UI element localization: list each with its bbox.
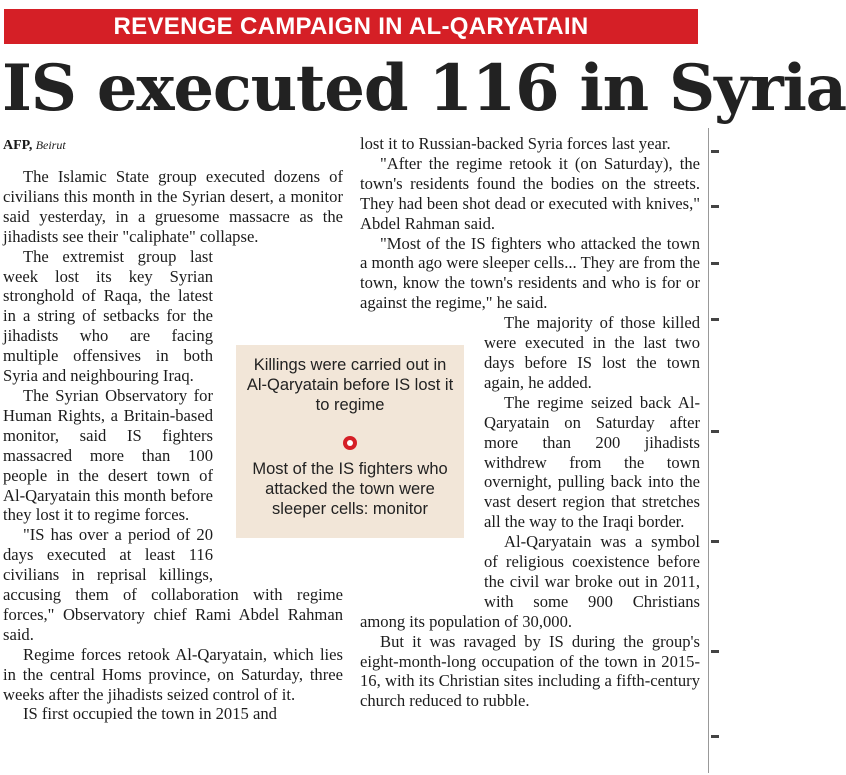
paragraph-text: The extremist group last week lost its key Syrian stronghold of Raqa, the latest in a string of setbacks for the jihadists who are facing multiple offensives in both Syria and neighbouring Iraq. bbox=[3, 246, 213, 386]
section-kicker: REVENGE CAMPAIGN IN AL-QARYATAIN bbox=[4, 9, 698, 44]
page-edge-mark bbox=[711, 430, 719, 433]
headline: IS executed 116 in Syria bbox=[2, 51, 846, 126]
paragraph-text: The majority of those killed were executed in the last two days before IS lost the town again, he added. bbox=[484, 313, 700, 392]
paragraph: lost it to Russian-backed Syria forces last year. bbox=[360, 134, 671, 153]
pull-quote-first: Killings were carried out in Al-Qaryatain before IS lost it to regime bbox=[246, 356, 454, 414]
page-edge-mark bbox=[711, 262, 719, 265]
page-edge-mark bbox=[711, 150, 719, 153]
paragraph-text: "Most of the IS fighters who attacked the town a month ago were sleeper cells... They are from the town, know the town's residents and who is for or against the regime," he said. bbox=[360, 233, 700, 313]
paragraph: The Islamic State group executed dozens of civilians this month in the Syrian desert, a monitor said yesterday, in a gruesome massacre as the jihadists see their "caliphate" collapse. bbox=[3, 167, 343, 246]
page-edge-mark bbox=[711, 650, 719, 653]
target-icon bbox=[343, 436, 357, 450]
page-edge-rule bbox=[708, 128, 709, 773]
paragraph bbox=[360, 234, 700, 314]
paragraph: The Syrian Observatory for Human Rights, a Britain-based monitor, said IS fighters massacred more than 100 people in the desert town of Al-Qaryatain this month before they lost it to regime forces. bbox=[3, 385, 213, 525]
page-edge-mark bbox=[711, 318, 719, 321]
paragraph: The regime seized back Al-Qaryatain on Saturday after more than 200 jihadists withdrew from the town overnight, pulling back into the vast desert region that stretches all the way to the Iraqi border. bbox=[484, 392, 700, 532]
byline-agency: AFP, bbox=[3, 138, 33, 153]
page-edge-mark bbox=[711, 735, 719, 738]
page-edge-mark bbox=[711, 205, 719, 208]
byline bbox=[3, 136, 66, 155]
paragraph: IS first occupied the town in 2015 and bbox=[23, 704, 277, 724]
paragraph: Al-Qaryatain was a symbol of religious coexistence before the civil war broke out in 2011, with some 900 Christians among its population of 30,000. bbox=[360, 532, 700, 631]
paragraph: "After the regime retook it (on Saturday), the town's residents found the bodies on the streets. They had been shot dead or executed with knives," Abdel Rahman said. bbox=[360, 153, 700, 233]
paragraph: But it was ravaged by IS during the group's eight-month-long occupation of the town in 2015-16, with its Christian sites including a fifth-century church reduced to rubble. bbox=[360, 631, 700, 711]
page-edge-mark bbox=[711, 540, 719, 543]
paragraph: Regime forces retook Al-Qaryatain, which lies in the central Homs province, on Saturday, three weeks after the jihadists seized control of it. bbox=[3, 644, 343, 704]
byline-city: Beirut bbox=[35, 138, 66, 152]
paragraph: "IS has over a period of 20 days executed at least 116 civilians in reprisal killings, accusing them of collaboration with regime forces," Observatory chief Rami Abdel Rahman said. bbox=[3, 525, 343, 644]
pull-quote-second: Most of the IS fighters who attacked the town were sleeper cells: monitor bbox=[252, 460, 448, 518]
pull-quote-box bbox=[236, 345, 464, 538]
